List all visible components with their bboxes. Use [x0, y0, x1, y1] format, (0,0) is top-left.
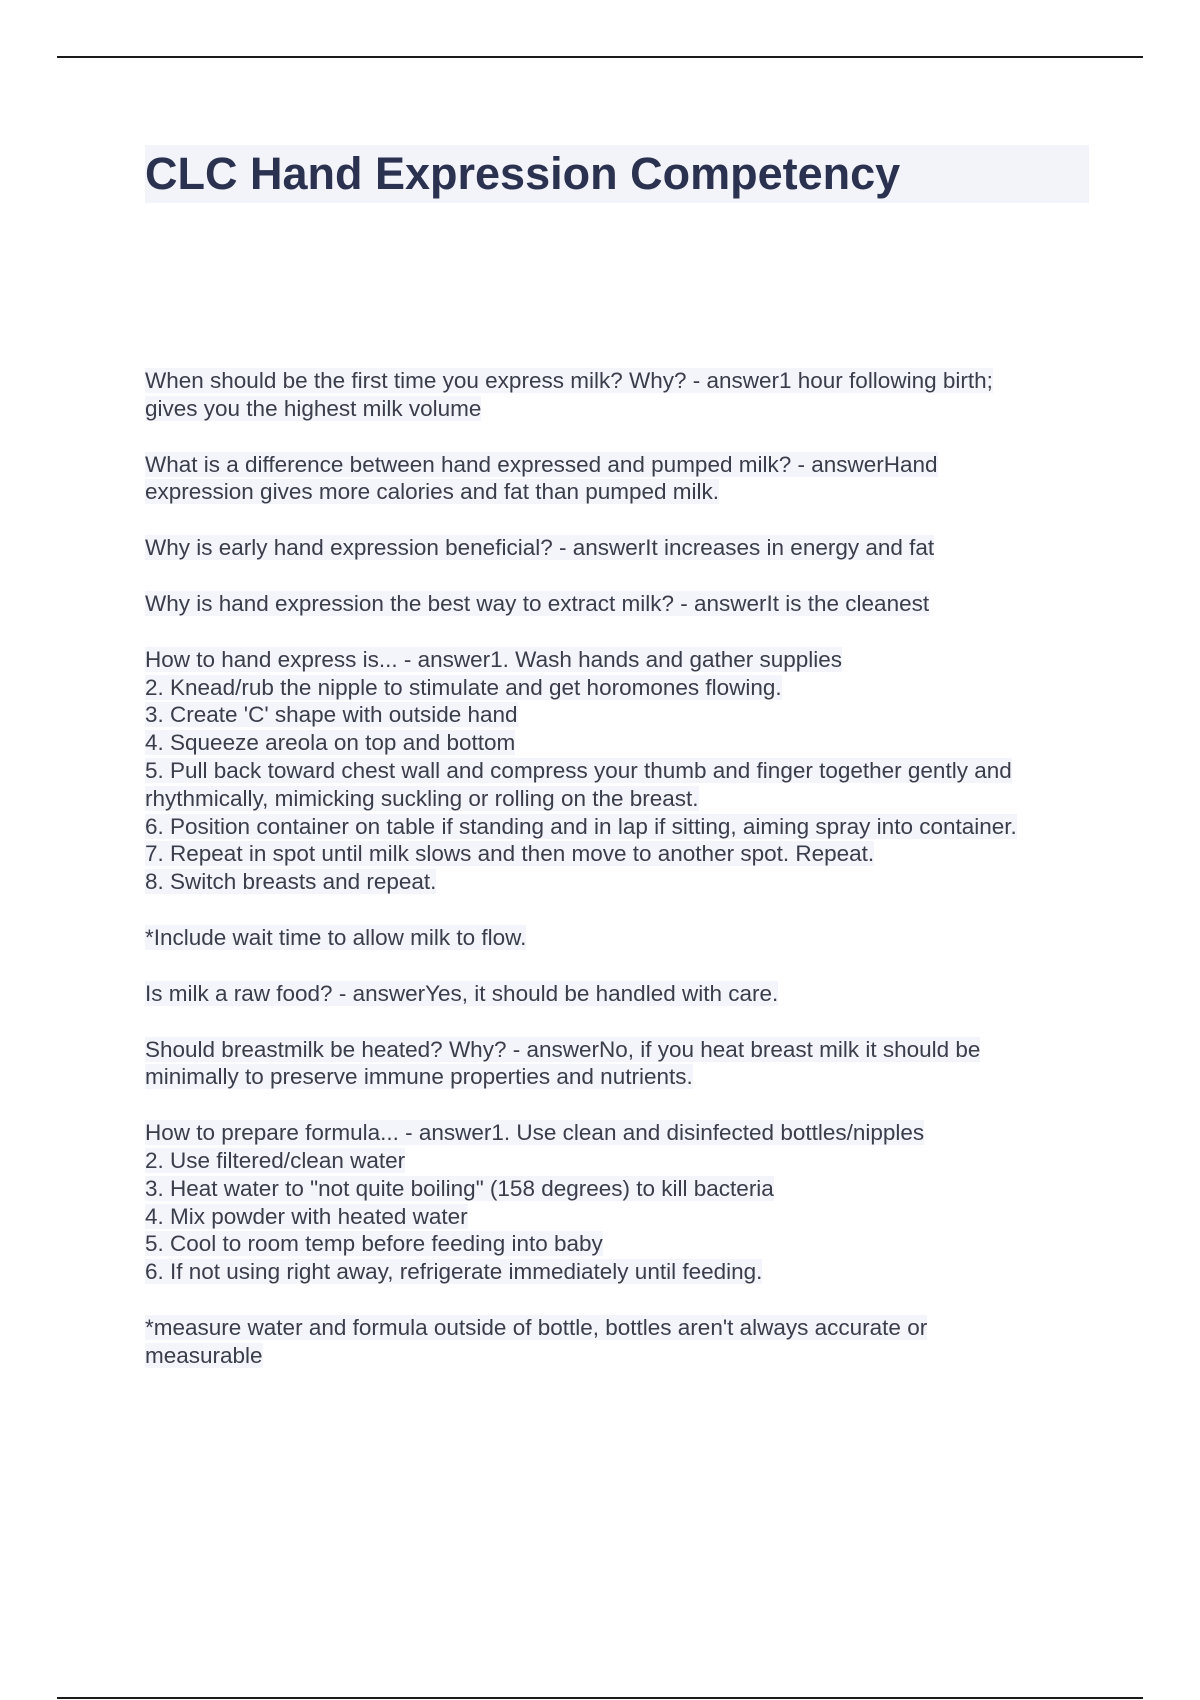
note-wait-time: [145, 924, 1095, 952]
block-text: When should be the first time you express milk? Why? - answer1 hour following birth; gives you the highest milk volume: [145, 368, 993, 421]
page-title: CLC Hand Expression Competency: [145, 148, 901, 199]
block-text: *Include wait time to allow milk to flow.: [145, 924, 527, 950]
block-text: Why is early hand expression beneficial? - answerIt increases in energy and fat: [145, 535, 935, 561]
qa-heating: [145, 1036, 1095, 1092]
qa-prepare-formula: [145, 1119, 1095, 1286]
note-measure: [145, 1314, 1095, 1370]
block-text: Is milk a raw food? - answerYes, it should be handled with care.: [145, 980, 779, 1006]
qa-raw-food: [145, 980, 1095, 1008]
block-text: What is a difference between hand expressed and pumped milk? - answerHand expression gives more calories and fat than pumped milk.: [145, 451, 938, 505]
block-text: Should breastmilk be heated? Why? - answerNo, if you heat breast milk it should be minimally to preserve immune properties and nutrients.: [145, 1036, 981, 1090]
qa-early-expression: [145, 534, 1095, 562]
block-text: Why is hand expression the best way to extract milk? - answerIt is the cleanest: [145, 590, 930, 616]
document-body: [145, 367, 1095, 1398]
bottom-divider: [57, 1697, 1143, 1699]
block-text: *measure water and formula outside of bottle, bottles aren't always accurate or measurable: [145, 1314, 928, 1368]
qa-best-way: [145, 590, 1095, 618]
qa-hand-vs-pumped: [145, 451, 1095, 507]
qa-first-expression: [145, 367, 1095, 423]
block-text: How to hand express is... - answer1. Wash hands and gather supplies 2. Knead/rub the nipple to stimulate and get horomones flowing. 3. Create 'C' shape with outside hand 4. Squeeze areola on top and bottom 5. Pull back toward chest wall and compress your thumb and finger together gently and rhythmically, mimicking suckling or rolling on the breast. 6. Position container on table if standing and in lap if sitting, aiming spray into container. 7. Repeat in spot until milk slows and then move to another spot. Repeat. 8. Switch breasts and repeat.: [145, 646, 1017, 895]
block-text: How to prepare formula... - answer1. Use clean and disinfected bottles/nipples 2. Use filtered/clean water 3. Heat water to "not quite boiling" (158 degrees) to kill bacteria 4. Mix powder with heated water 5. Cool to room temp before feeding into baby 6. If not using right away, refrigerate immediately until feeding.: [145, 1120, 925, 1285]
top-divider: [57, 56, 1143, 58]
qa-how-to-express: [145, 646, 1095, 896]
title-banner: [145, 145, 1089, 203]
